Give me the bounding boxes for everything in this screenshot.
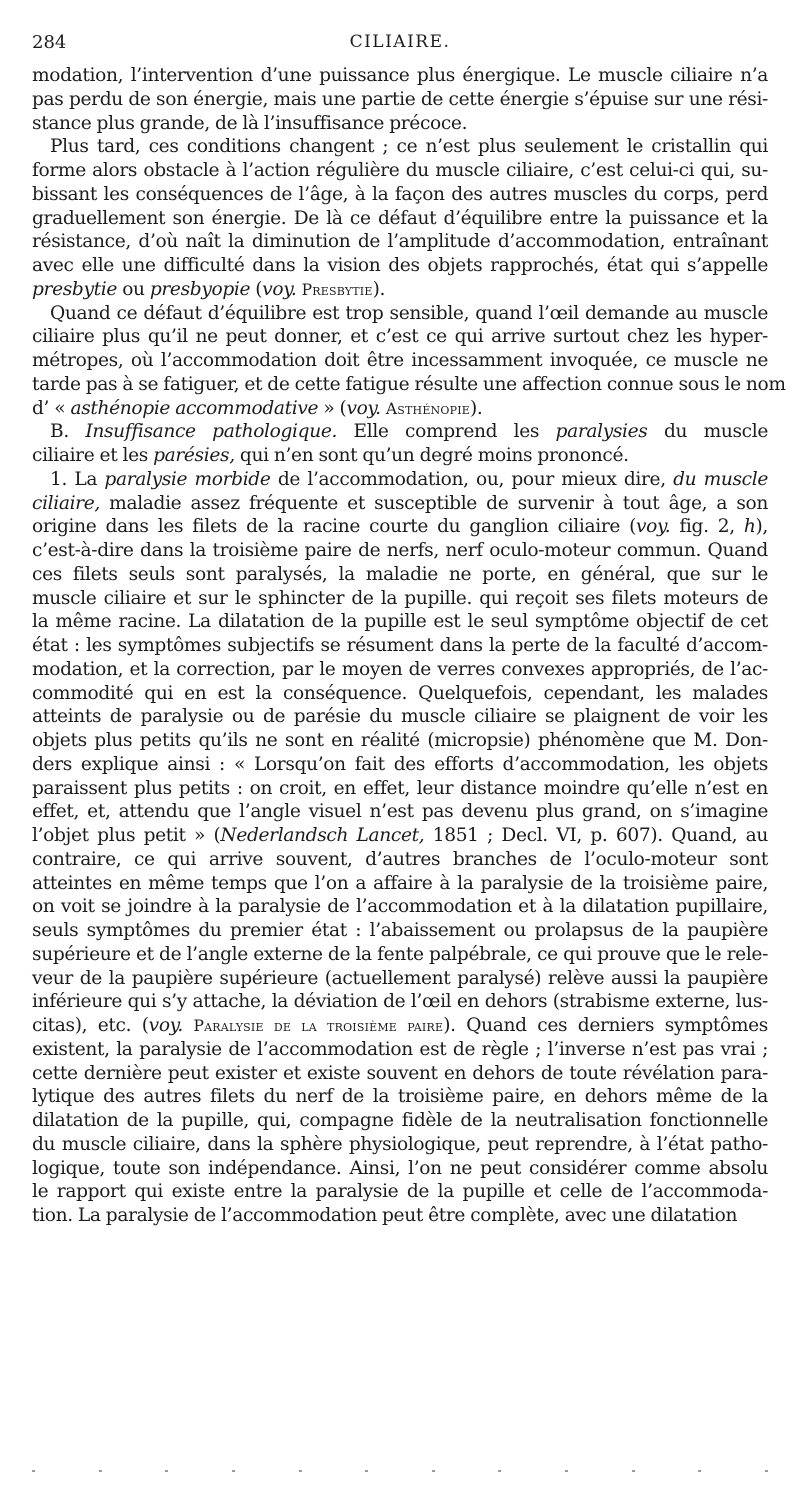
- text-line: [32, 895, 768, 919]
- text-run: ders explique ainsi : « Lorsqu’on fait des efforts d’accommodation, les objets: [32, 753, 768, 775]
- small-caps-text: Paralysie de la troisième paire: [193, 1017, 444, 1035]
- text-run: ciliaire plus qu’il ne peut donner, et c’est ce qui arrive surtout chez les hyper-: [32, 326, 768, 348]
- text-line: [32, 1204, 768, 1228]
- text-run: lytique des autres filets du nerf de la troisième paire, en dehors même de la: [32, 1086, 768, 1108]
- text-run: fig. 2,: [670, 516, 744, 538]
- text-run: modation, l’intervention d’une puissance plus énergique. Le muscle ciliaire n’a: [32, 65, 768, 86]
- text-run: on voit se joindre à la paralysie de l’accommodation et à la dilatation pupillaire,: [32, 896, 768, 918]
- text-line: [32, 1014, 768, 1038]
- text-line: [32, 515, 768, 539]
- text-line: [32, 468, 768, 492]
- text-line: [32, 207, 768, 231]
- text-line: [32, 1038, 768, 1062]
- text-run: tion. La paralysie de l’accommodation peut être complète, avec une dilatation: [32, 1205, 738, 1226]
- text-run: Plus tard, ces conditions changent ; ce n’est plus seulement le cristallin qui: [50, 136, 768, 158]
- text-line: [32, 1062, 768, 1086]
- text-line: [32, 278, 768, 302]
- small-caps-text: Asthénopie: [385, 399, 470, 418]
- text-run: forme alors obstacle à l’action régulière du muscle ciliaire, c’est celui-ci qui, su-: [32, 160, 768, 181]
- text-line: [32, 563, 768, 587]
- text-line: [32, 872, 768, 896]
- text-run: ces filets seuls sont paralysés, la maladie ne porte, en général, que sur le: [32, 563, 768, 585]
- text-run: » (: [318, 397, 347, 419]
- text-run: stance plus grande, de là l’insuffisance précoce.: [32, 112, 468, 134]
- italic-text: presbytie: [32, 278, 118, 300]
- text-line: [32, 397, 768, 421]
- text-line: [32, 753, 768, 777]
- text-run: d’ «: [32, 397, 71, 419]
- text-run: effet, et, attendu que l’angle visuel n’est pas devenu plus grand, on s’imagine: [32, 801, 768, 823]
- text-run: seuls symptômes du premier état : l’abaissement ou prolapsus de la paupière: [32, 920, 768, 941]
- text-line: [32, 64, 768, 88]
- italic-text: voy.: [346, 397, 381, 419]
- text-run: citas), etc. (: [32, 1015, 149, 1036]
- text-line: [32, 919, 768, 943]
- text-run: résistance, d’où naît la diminution de l’amplitude d’accommodation, entraînant: [32, 231, 768, 253]
- text-run: du muscle: [647, 421, 768, 443]
- text-line: [32, 610, 768, 634]
- text-line: [32, 325, 768, 349]
- text-line: [32, 539, 768, 563]
- text-line: [32, 349, 768, 373]
- text-line: [32, 1109, 768, 1133]
- text-run: atteintes en même temps que l’on a affaire à la paralysie de la troisième paire,: [32, 872, 768, 894]
- text-run: contraire, ce qui arrive souvent, d’autres branches de l’oculo-moteur sont: [32, 848, 768, 870]
- text-line: [32, 1133, 768, 1157]
- text-run: qui n’en sont qu’un degré moins prononcé.: [234, 445, 629, 466]
- text-run: c’est-à-dire dans la troisième paire de nerfs, nerf oculo-moteur commun. Quand: [32, 540, 768, 561]
- text-line: [32, 800, 768, 824]
- text-run: ciliaire et les: [32, 445, 154, 466]
- text-run: de l’accommodation, ou, pour mieux dire,: [270, 468, 674, 490]
- italic-text: Nederlandsch Lancet,: [220, 825, 425, 846]
- text-run: commodité qui en est la conséquence. Quelquefois, cependant, les malades: [32, 682, 768, 704]
- text-run: B.: [50, 421, 86, 443]
- text-run: muscle ciliaire et sur le sphincter de la pupille. qui reçoit ses filets moteurs de: [32, 587, 768, 609]
- text-run: graduellement son énergie. De là ce défaut d’équilibre entre la puissance et la: [32, 207, 768, 229]
- italic-text: paralysie morbide: [104, 468, 271, 490]
- text-line: [32, 183, 768, 207]
- text-run: le rapport qui existe entre la paralysie de la pupille et celle de l’accommoda-: [32, 1181, 768, 1203]
- text-run: (: [250, 278, 263, 300]
- italic-text: du muscle: [673, 468, 768, 490]
- body-text: [32, 64, 786, 1228]
- text-line: [32, 729, 768, 753]
- text-line: [32, 230, 768, 254]
- italic-text: voy.: [262, 278, 297, 300]
- text-line: [32, 159, 768, 183]
- text-line: [32, 990, 768, 1014]
- text-run: maladie assez fréquente et susceptible de survenir à tout âge, a son: [99, 492, 768, 514]
- text-run: ). Quand ces derniers symptômes: [443, 1015, 768, 1036]
- text-run: atteints de paralysie ou de parésie du muscle ciliaire se plaignent de voir les: [32, 706, 768, 728]
- running-title: CILIAIRE.: [349, 32, 451, 52]
- italic-text: asthénopie accommodative: [70, 397, 319, 419]
- text-run: la même racine. La dilatation de la pupille est le seul symptôme objectif de cet: [32, 611, 768, 633]
- text-line: [32, 135, 768, 159]
- text-line: [32, 1180, 768, 1204]
- text-run: inférieure qui s’y attache, la déviation de l’œil en dehors (strabisme externe, lus-: [32, 991, 768, 1013]
- italic-text: voy.: [148, 1015, 183, 1036]
- text-line: [32, 658, 768, 682]
- text-run: l’objet plus petit » (: [32, 825, 221, 846]
- text-line: [32, 112, 768, 136]
- text-run: ),: [755, 516, 768, 538]
- text-line: [32, 373, 786, 397]
- text-run: pas perdu de son énergie, mais une partie de cette énergie s’épuise sur une rési-: [32, 88, 768, 110]
- small-caps-text: Presbytie: [301, 280, 373, 299]
- text-line: [32, 634, 768, 658]
- text-run: ).: [469, 397, 483, 419]
- text-run: objets plus petits qu’ils ne sont en réalité (micropsie) phénomène que M. Don-: [32, 730, 768, 751]
- text-line: [32, 420, 768, 444]
- text-line: [32, 705, 768, 729]
- text-line: [32, 444, 768, 468]
- text-run: ou: [117, 278, 150, 300]
- text-line: [32, 587, 768, 611]
- italic-text: Insuffisance pathologique.: [85, 421, 338, 443]
- text-line: [32, 254, 768, 278]
- text-line: [32, 492, 768, 516]
- text-run: logique, toute son indépendance. Ainsi, l’on ne peut considérer comme absolu: [32, 1157, 768, 1179]
- text-run: ).: [372, 278, 386, 300]
- italic-text: h: [743, 516, 756, 538]
- italic-text: presbyopie: [149, 278, 251, 300]
- text-line: [32, 943, 768, 967]
- text-line: [32, 777, 768, 801]
- text-line: [32, 824, 768, 848]
- text-line: [32, 1157, 768, 1181]
- text-run: supérieure et de l’angle externe de la fente palpébrale, ce qui prouve que le rele-: [32, 943, 768, 965]
- text-run: Elle comprend les: [337, 421, 556, 443]
- text-run: état : les symptômes subjectifs se résument dans la perte de la faculté d’accom-: [32, 635, 768, 656]
- text-line: [32, 682, 768, 706]
- text-line: [32, 1085, 768, 1109]
- text-run: Quand ce défaut d’équilibre est trop sensible, quand l’œil demande au muscle: [50, 302, 768, 324]
- page-number: 284: [32, 32, 67, 53]
- text-line: [32, 967, 768, 991]
- text-run: cette dernière peut exister et existe souvent en dehors de toute révélation para-: [32, 1062, 768, 1084]
- text-run: tarde pas à se fatiguer, et de cette fatigue résulte une affection connue sous le nom: [32, 373, 786, 395]
- text-run: origine dans les filets de la racine courte du ganglion ciliaire (: [32, 516, 637, 538]
- text-run: bissant les conséquences de l’âge, à la façon des autres muscles du corps, perd: [32, 183, 768, 205]
- text-line: [32, 848, 768, 872]
- text-run: 1. La: [50, 468, 105, 490]
- text-run: du muscle ciliaire, dans la sphère physiologique, peut reprendre, à l’état patho-: [32, 1133, 768, 1155]
- text-run: [183, 1015, 194, 1036]
- text-run: 1851 ; Decl. VI, p. 607). Quand, au: [424, 825, 768, 846]
- text-run: modation, et la correction, par le moyen de verres convexes appropriés, de l’ac-: [32, 658, 768, 680]
- italic-text: ciliaire,: [32, 492, 100, 514]
- italic-text: parésies,: [153, 445, 235, 466]
- text-run: paraissent plus petits : on croit, en effet, leur distance moindre qu’elle n’est en: [32, 777, 768, 799]
- page-header: [32, 32, 768, 56]
- text-run: existent, la paralysie de l’accommodation est de règle ; l’inverse n’est pas vrai ;: [32, 1038, 768, 1060]
- italic-text: voy.: [636, 516, 671, 538]
- text-run: métropes, où l’accommodation doit être incessamment invoquée, ce muscle ne: [32, 350, 768, 371]
- text-run: avec elle une difficulté dans la vision des objets rapprochés, état qui s’appelle: [32, 255, 768, 276]
- text-line: [32, 88, 768, 112]
- italic-text: paralysies: [555, 421, 648, 443]
- text-run: veur de la paupière supérieure (actuellement paralysé) relève aussi la paupière: [32, 967, 768, 989]
- text-run: dilatation de la pupille, qui, compagne fidèle de la neutralisation fonctionnelle: [32, 1110, 768, 1131]
- bottom-margin-specks: [32, 1470, 768, 1474]
- text-line: [32, 302, 768, 326]
